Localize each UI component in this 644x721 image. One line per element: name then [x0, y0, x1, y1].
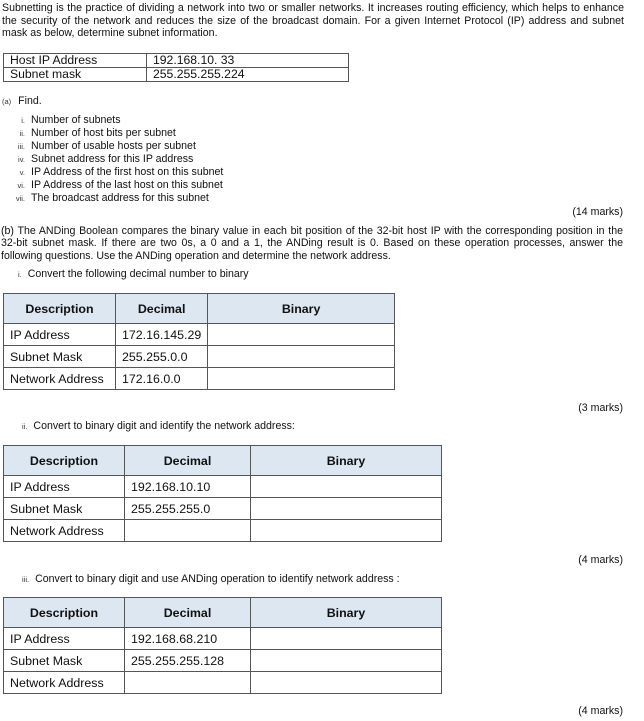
- table-row: [4, 368, 395, 390]
- cell-description: Network Address: [4, 672, 125, 694]
- conversion-table-3: [3, 597, 442, 694]
- col-header-decimal: Decimal: [125, 446, 251, 476]
- cell-description: Subnet Mask: [4, 498, 125, 520]
- list-item: [3, 153, 223, 166]
- question-text: Convert to binary digit and use ANDing operation to identify network address :: [35, 573, 400, 585]
- list-item-text: Number of usable hosts per subnet: [31, 140, 196, 152]
- table-row: [4, 68, 349, 82]
- cell-binary[interactable]: [251, 498, 442, 520]
- question-num: iii.: [22, 575, 30, 584]
- cell-decimal: 172.16.145.29: [116, 324, 208, 346]
- question-b-i-marks: (3 marks): [578, 402, 623, 414]
- table-row: [4, 54, 349, 68]
- list-item: [3, 192, 223, 205]
- cell-binary[interactable]: [251, 628, 442, 650]
- cell-decimal: 255.255.0.0: [116, 346, 208, 368]
- table-header-row: [4, 598, 442, 628]
- table-row: [4, 498, 442, 520]
- col-header-description: Description: [4, 598, 125, 628]
- list-item-num: vi.: [17, 181, 25, 190]
- list-item-text: Number of subnets: [31, 114, 121, 126]
- list-item-text: The broadcast address for this subnet: [31, 192, 209, 204]
- cell-decimal[interactable]: [125, 672, 251, 694]
- cell-decimal[interactable]: [125, 520, 251, 542]
- subnet-mask-value: 255.255.255.224: [147, 68, 349, 82]
- question-text: Convert to binary digit and identify the network address:: [33, 420, 295, 432]
- list-item-num: iii.: [17, 142, 25, 151]
- col-header-decimal: Decimal: [116, 294, 208, 324]
- table-row: [4, 476, 442, 498]
- cell-description: Subnet Mask: [4, 346, 116, 368]
- col-header-decimal: Decimal: [125, 598, 251, 628]
- question-b-iii-marks: (4 marks): [578, 705, 623, 717]
- question-num: i.: [18, 270, 22, 279]
- cell-binary[interactable]: [251, 476, 442, 498]
- question-b-iii: [22, 573, 400, 585]
- list-item-text: Subnet address for this IP address: [31, 153, 194, 165]
- host-ip-value: 192.168.10. 33: [147, 54, 349, 68]
- table-header-row: [4, 294, 395, 324]
- table-row: [4, 324, 395, 346]
- list-item: [3, 166, 223, 179]
- question-b-i: [18, 268, 249, 280]
- col-header-description: Description: [4, 446, 125, 476]
- conversion-table-1: [3, 293, 395, 390]
- part-a-list: [3, 114, 223, 205]
- list-item-num: i.: [21, 116, 25, 125]
- cell-binary[interactable]: [251, 650, 442, 672]
- table-row: [4, 346, 395, 368]
- list-item: [3, 179, 223, 192]
- part-a-label: (a): [2, 97, 12, 106]
- cell-binary[interactable]: [208, 324, 395, 346]
- list-item-text: IP Address of the last host on this subnet: [31, 179, 223, 191]
- part-a-title: Find.: [18, 95, 42, 107]
- question-num: ii.: [22, 422, 28, 431]
- table-header-row: [4, 446, 442, 476]
- intro-paragraph: Subnetting is the practice of dividing a network into two or smaller networks. It increases routing efficiency, which helps to enhance the security of the network and reduces the size of the broadcast domain. For a given Internet Protocol (IP) address and subnet mask as below, determine subnet information.: [2, 2, 624, 40]
- subnet-mask-label: Subnet mask: [4, 68, 147, 82]
- cell-description: Subnet Mask: [4, 650, 125, 672]
- col-header-binary: Binary: [251, 446, 442, 476]
- cell-decimal: 192.168.10.10: [125, 476, 251, 498]
- cell-binary[interactable]: [251, 520, 442, 542]
- list-item-num: iv.: [18, 155, 25, 164]
- cell-binary[interactable]: [208, 368, 395, 390]
- cell-description: Network Address: [4, 520, 125, 542]
- table-row: [4, 650, 442, 672]
- list-item-text: IP Address of the first host on this subnet: [31, 166, 224, 178]
- cell-decimal: 192.168.68.210: [125, 628, 251, 650]
- cell-description: IP Address: [4, 628, 125, 650]
- list-item-num: ii.: [19, 129, 25, 138]
- table-row: [4, 628, 442, 650]
- question-b-ii-marks: (4 marks): [578, 554, 623, 566]
- cell-description: IP Address: [4, 476, 125, 498]
- list-item-text: Number of host bits per subnet: [31, 127, 176, 139]
- host-info-table: [3, 53, 349, 82]
- cell-binary[interactable]: [251, 672, 442, 694]
- col-header-description: Description: [4, 294, 116, 324]
- col-header-binary: Binary: [208, 294, 395, 324]
- question-text: Convert the following decimal number to binary: [27, 268, 249, 280]
- cell-decimal: 255.255.255.0: [125, 498, 251, 520]
- list-item: [3, 140, 223, 153]
- list-item: [3, 127, 223, 140]
- part-b-paragraph: (b) The ANDing Boolean compares the binary value in each bit position of the 32-bit host IP with the corresponding position in the 32-bit subnet mask. If there are two 0s, a 0 and a 1, the ANDing result is 0. Based on these operation processes, answer the following questions. Use the ANDing operation and determine the network address.: [1, 225, 623, 262]
- part-a-marks: (14 marks): [572, 206, 623, 218]
- host-ip-label: Host IP Address: [4, 54, 147, 68]
- list-item-num: v.: [19, 168, 25, 177]
- list-item-num: vii.: [15, 194, 25, 203]
- question-b-ii: [22, 420, 295, 432]
- list-item: [3, 114, 223, 127]
- cell-decimal: 172.16.0.0: [116, 368, 208, 390]
- cell-description: IP Address: [4, 324, 116, 346]
- part-a-heading: [2, 95, 42, 107]
- conversion-table-2: [3, 445, 442, 542]
- cell-binary[interactable]: [208, 346, 395, 368]
- col-header-binary: Binary: [251, 598, 442, 628]
- cell-decimal: 255.255.255.128: [125, 650, 251, 672]
- table-row: [4, 672, 442, 694]
- table-row: [4, 520, 442, 542]
- cell-description: Network Address: [4, 368, 116, 390]
